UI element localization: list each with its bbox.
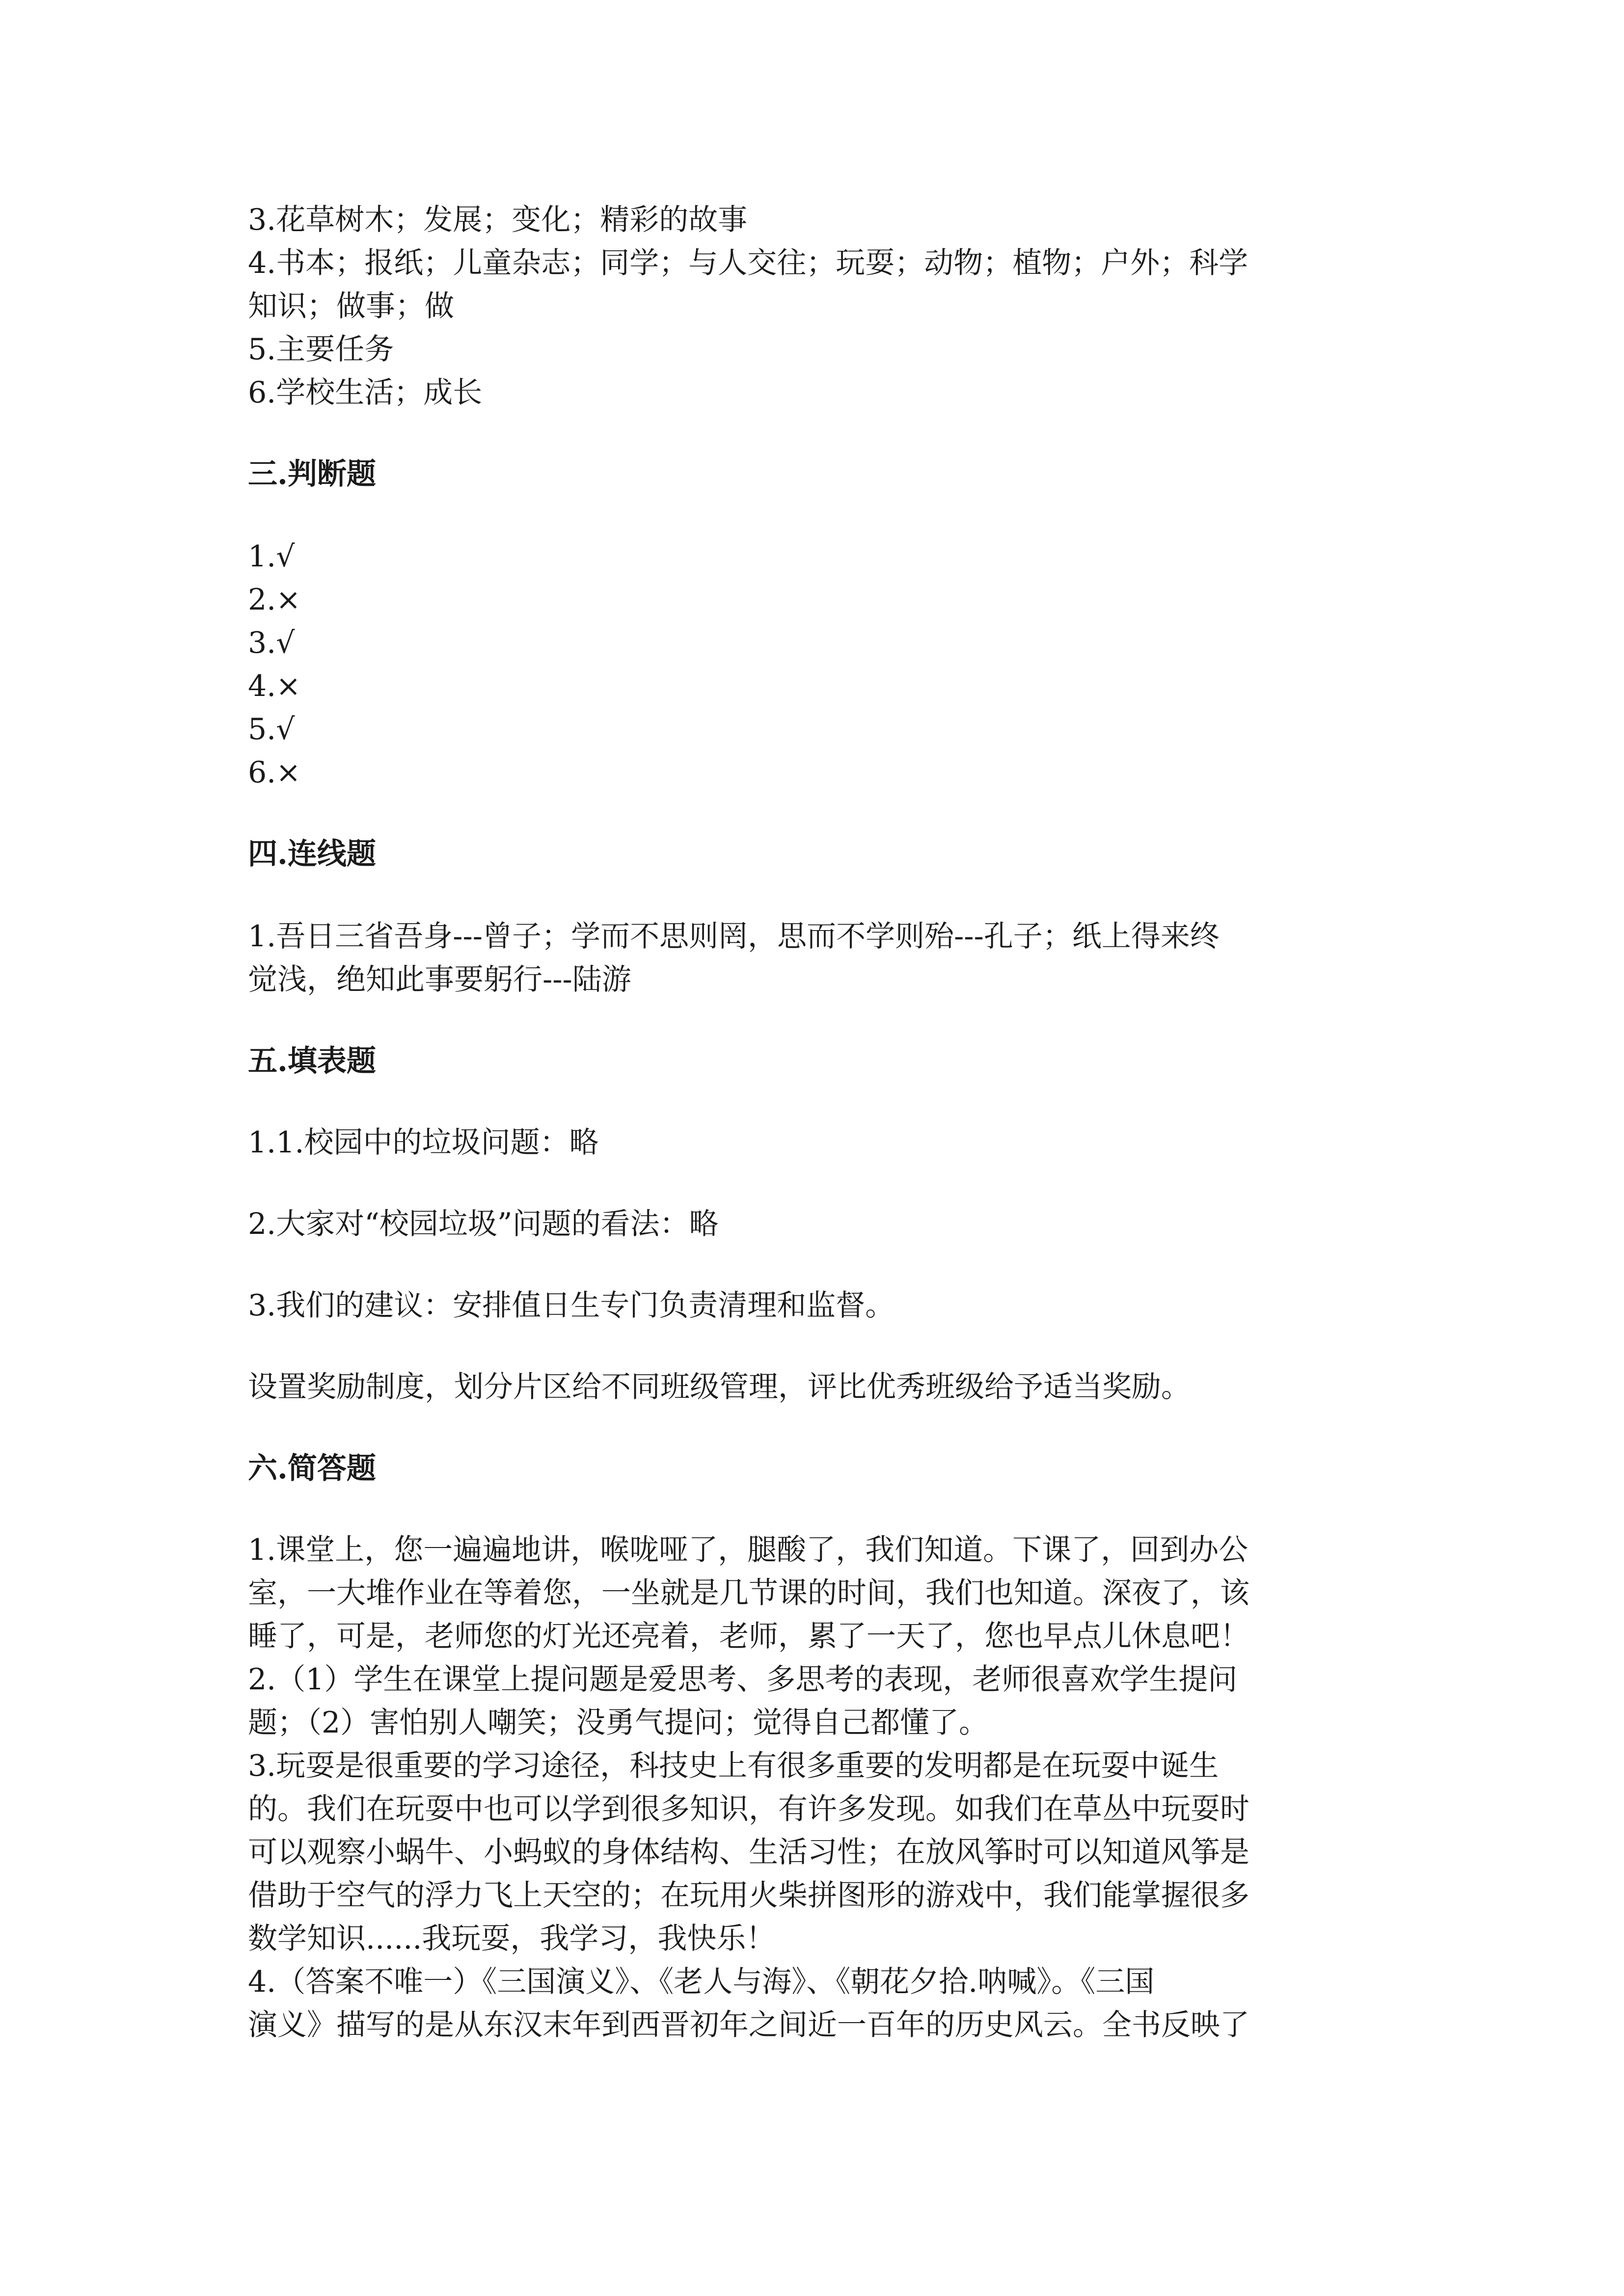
table-answer-3-extra: 设置奖励制度，划分片区给不同班级管理，评比优秀班级给予适当奖励。: [248, 1370, 1191, 1404]
section-heading-matching: 四.连线题: [248, 837, 376, 871]
matching-answer-line-1: 1.吾日三省吾身---曾子；学而不思则罔，思而不学则殆---孔子；纸上得来终: [248, 919, 1219, 954]
fill-answer-5: 5.主要任务: [248, 332, 394, 367]
short-answer-line: 题；（2）害怕别人嘲笑；没勇气提问；觉得自己都懂了。: [248, 1706, 989, 1740]
section-heading-short-answer: 六.简答题: [248, 1451, 376, 1486]
true-false-answer-1: 1.√: [248, 539, 295, 574]
true-false-answer-2: 2.×: [248, 583, 301, 617]
short-answer-line: 2.（1）学生在课堂上提问题是爱思考、多思考的表现，老师很喜欢学生提问: [248, 1662, 1238, 1697]
short-answer-line: 数学知识......我玩耍，我学习，我快乐！: [248, 1922, 776, 1956]
fill-answer-4: 4.书本；报纸；儿童杂志；同学；与人交往；玩耍；动物；植物；户外；科学: [248, 246, 1248, 280]
short-answer-line: 4.（答案不唯一）《三国演义》、《老人与海》、《朝花夕拾.呐喊》。《三国: [248, 1965, 1155, 1999]
short-answer-line: 的。我们在玩耍中也可以学到很多知识，有许多发现。如我们在草丛中玩耍时: [248, 1792, 1249, 1826]
short-answer-line: 3.玩耍是很重要的学习途径，科技史上有很多重要的发明都是在玩耍中诞生: [248, 1749, 1219, 1783]
fill-answer-4-cont: 知识；做事；做: [248, 289, 454, 323]
fill-answer-6: 6.学校生活；成长: [248, 375, 483, 410]
fill-answer-3: 3.花草树木；发展；变化；精彩的故事: [248, 203, 748, 237]
short-answer-line: 1.课堂上，您一遍遍地讲，喉咙哑了，腿酸了，我们知道。下课了，回到办公: [248, 1533, 1248, 1567]
short-answer-line: 睡了，可是，老师您的灯光还亮着，老师，累了一天了，您也早点儿休息吧！: [248, 1619, 1249, 1654]
short-answer-line: 室，一大堆作业在等着您，一坐就是几节课的时间，我们也知道。深夜了，该: [248, 1576, 1249, 1610]
true-false-answer-5: 5.√: [248, 712, 295, 747]
short-answer-line: 演义》描写的是从东汉末年到西晋初年之间近一百年的历史风云。全书反映了: [248, 2008, 1249, 2042]
matching-answer-line-2: 觉浅，绝知此事要躬行---陆游: [248, 962, 631, 997]
true-false-answer-6: 6.×: [248, 755, 301, 790]
section-heading-true-false: 三.判断题: [248, 457, 376, 491]
table-answer-2: 2.大家对“校园垃圾”问题的看法：略: [248, 1207, 719, 1241]
table-answer-3: 3.我们的建议：安排值日生专门负责清理和监督。: [248, 1288, 895, 1323]
short-answer-line: 借助于空气的浮力飞上天空的；在玩用火柴拼图形的游戏中，我们能掌握很多: [248, 1878, 1249, 1913]
short-answer-line: 可以观察小蜗牛、小蚂蚁的身体结构、生活习性；在放风筝时可以知道风筝是: [248, 1835, 1249, 1869]
true-false-answer-4: 4.×: [248, 669, 301, 703]
section-heading-table: 五.填表题: [248, 1044, 376, 1078]
true-false-answer-3: 3.√: [248, 626, 295, 660]
table-answer-1: 1.1.校园中的垃圾问题：略: [248, 1125, 599, 1160]
